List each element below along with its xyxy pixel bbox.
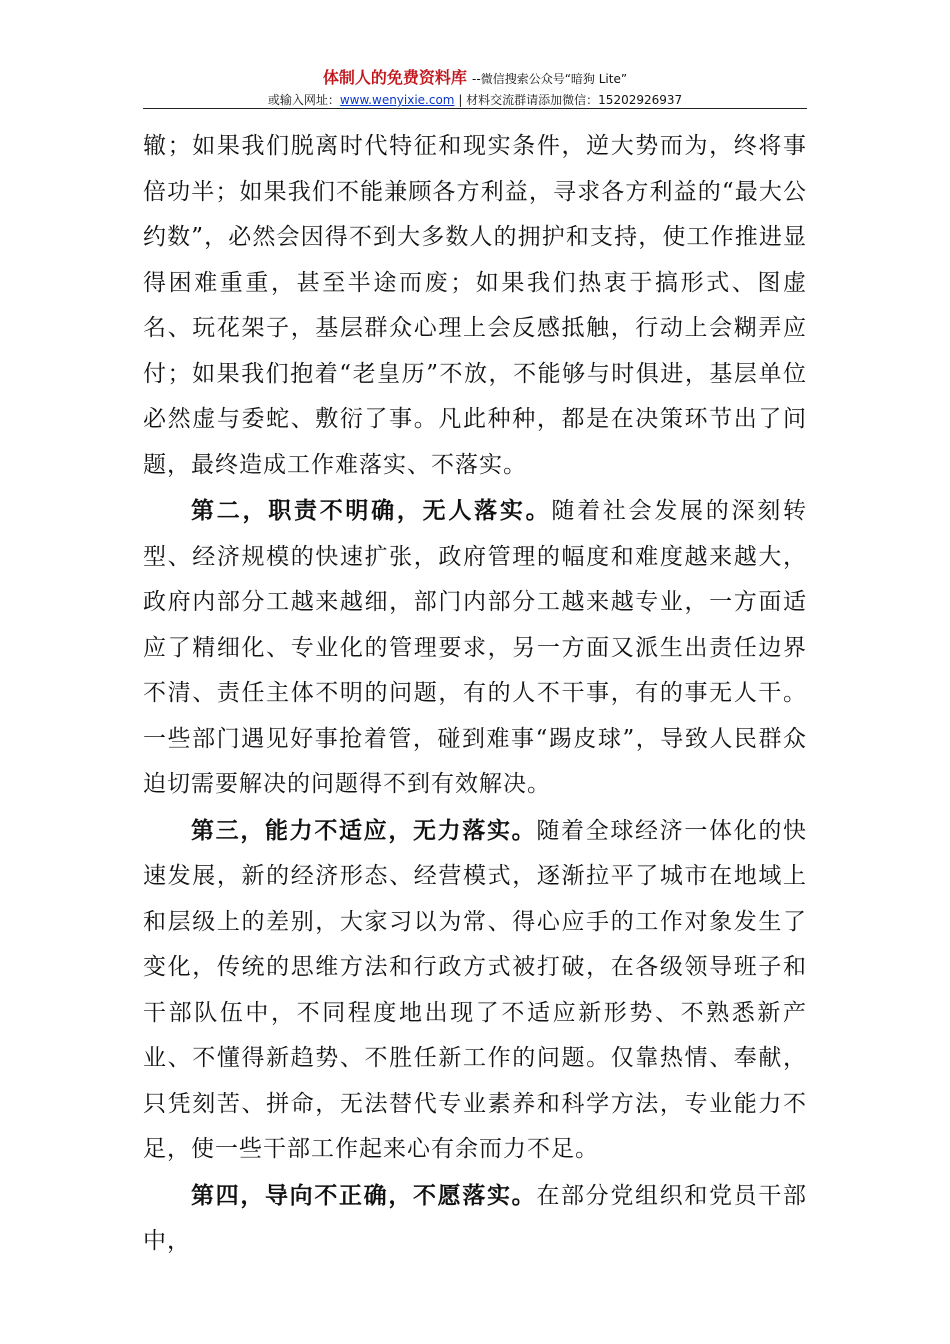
- paragraph-text: 随着全球经济一体化的快速发展，新的经济形态、经营模式，逐渐拉平了城市在地域上和层级上的差别，大家习以为常、得心应手的工作对象发生了变化，传统的思维方法和行政方式被打破，在各级领导班子和干部队伍中，不同程度地出现了不适应新形势、不熟悉新产业、不懂得新趋势、不胜任新工作的问题。仅靠热情、奉献，只凭刻苦、拼命，无法替代专业素养和科学方法，专业能力不足，使一些干部工作起来心有余而力不足。: [143, 817, 808, 1162]
- header-url-prefix: 或输入网址：: [267, 93, 340, 107]
- paragraph-ability: [143, 808, 807, 1173]
- paragraph-heading: 第二，职责不明确，无人落实。: [191, 497, 552, 524]
- header-brand: 体制人的免费资料库: [322, 68, 467, 87]
- paragraph-orientation: [143, 1173, 807, 1265]
- header-website-link[interactable]: www.wenyixie.com: [339, 93, 455, 107]
- paragraph-heading: 第四，导向不正确，不愿落实。: [191, 1181, 537, 1209]
- paragraph-continuation: [143, 124, 807, 488]
- document-body: [143, 124, 807, 1265]
- header-contact-line: [143, 91, 807, 109]
- page-header: [143, 66, 807, 109]
- paragraph-text: 在部分党组织和党员干部中，: [143, 1182, 808, 1254]
- paragraph-text: 随着社会发展的深刻转型、经济规模的快速扩张，政府管理的幅度和难度越来越大，政府内部分工越来越细，部门内部分工越来越专业，一方面适应了精细化、专业化的管理要求，另一方面又派生出责任边界不清、责任主体不明的问题，有的人不干事，有的事无人干。一些部门遇见好事抢着管，碰到难事“踢皮球”，导致人民群众迫切需要解决的问题得不到有效解决。: [143, 498, 808, 797]
- header-tagline: --微信搜索公众号“暗狗 Lite”: [472, 72, 628, 86]
- paragraph-duty: [143, 488, 807, 808]
- paragraph-heading: 第三，能力不适应，无力落实。: [191, 816, 537, 844]
- header-title-line: [143, 66, 807, 91]
- paragraph-text: 辙；如果我们脱离时代特征和现实条件，逆大势而为，终将事倍功半；如果我们不能兼顾各方利益，寻求各方利益的“最大公约数”，必然会因得不到大多数人的拥护和支持，使工作推进显得困难重重，甚至半途而废；如果我们热衷于搞形式、图虚名、玩花架子，基层群众心理上会反感抵触，行动上会糊弄应付；如果我们抱着“老皇历”不放，不能够与时俱进，基层单位必然虚与委蛇、敷衍了事。凡此种种，都是在决策环节出了问题，最终造成工作难落实、不落实。: [143, 133, 807, 478]
- header-contact: | 材料交流群请添加微信：15202926937: [454, 93, 683, 107]
- header-divider: [143, 108, 807, 109]
